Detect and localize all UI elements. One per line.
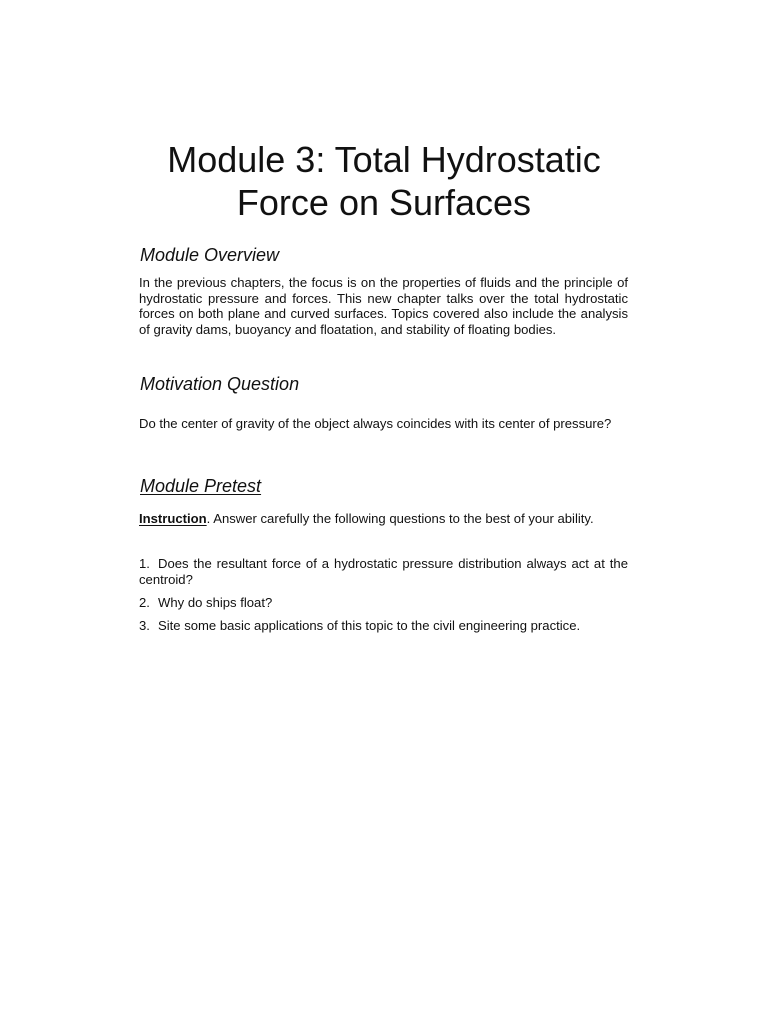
question-number: 2. [139,595,150,610]
question-number: 1. [139,556,150,571]
module-title-line-2: Force on Surfaces [236,182,532,223]
pretest-instruction [139,511,628,527]
question-text: Site some basic applications of this topic to the civil engineering practice. [158,618,581,633]
question-text: Does the resultant force of a hydrostatic pressure distribution always act at the centroid? [139,556,628,587]
question-text: Why do ships float? [158,595,273,610]
pretest-question-2 [139,595,628,611]
instruction-label: Instruction [139,511,207,526]
question-number: 3. [139,618,150,633]
pretest-question-3 [139,618,628,634]
motivation-text: Do the center of gravity of the object always coincides with its center of pressure? [139,416,612,431]
module-title [139,138,629,224]
motivation-heading: Motivation Question [140,374,300,394]
pretest-question-1 [139,556,628,587]
pretest-heading: Module Pretest [140,476,262,496]
overview-heading: Module Overview [140,245,280,265]
module-title-line-1: Module 3: Total Hydrostatic [167,139,601,180]
instruction-text: . Answer carefully the following questions to the best of your ability. [206,511,594,526]
overview-text: In the previous chapters, the focus is on the properties of fluids and the principle of hydrostatic pressure and forces. This new chapter talks over the total hydrostatic forces on both plane and curved surfaces. Topics covered also include the analysis of gravity dams, buoyancy and floatation, and stability of floating bodies. [139,275,628,337]
